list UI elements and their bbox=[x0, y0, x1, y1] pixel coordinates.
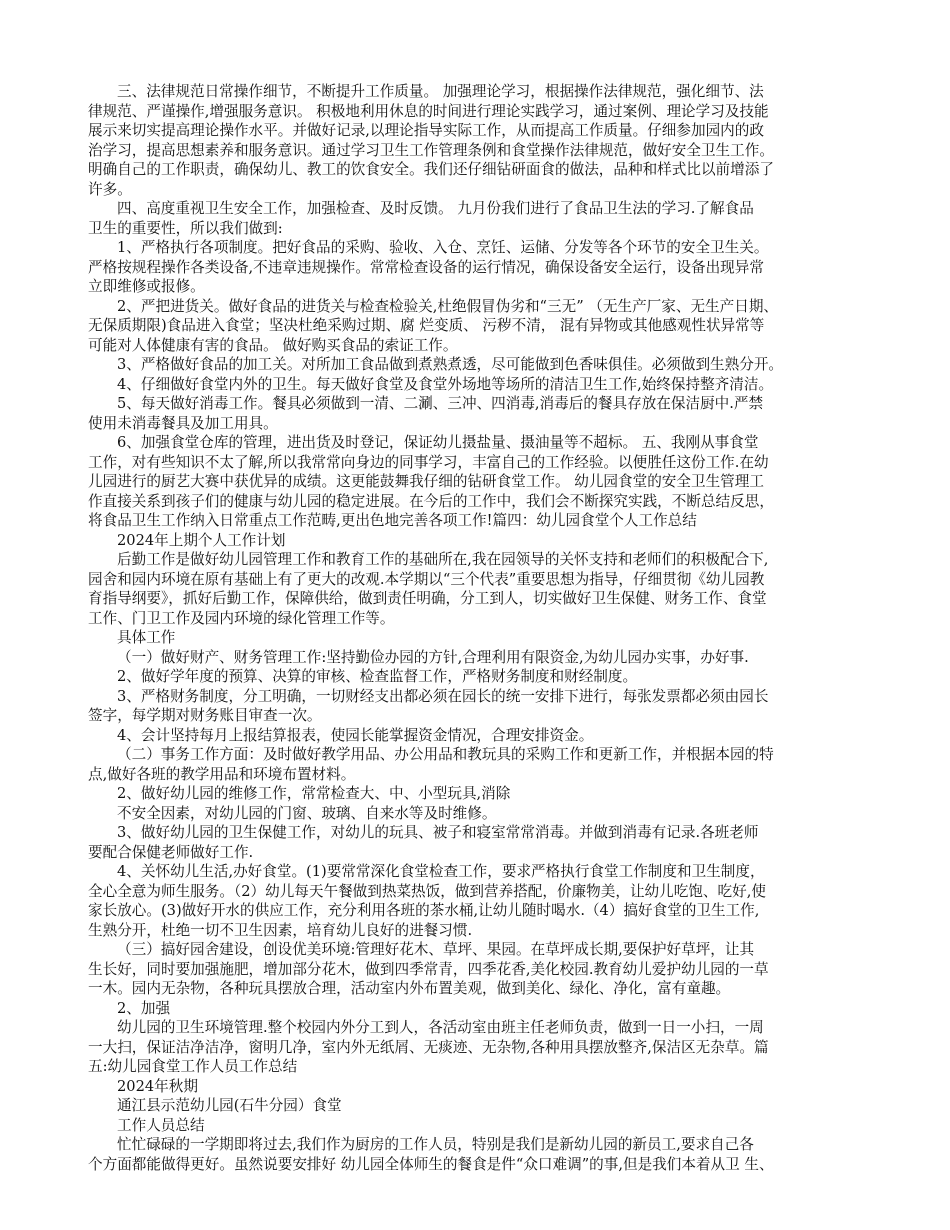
text-line: 五:幼儿园食堂工作人员工作总结 bbox=[88, 1058, 298, 1075]
text-line: （二）事务工作方面：及时做好教学用品、办公用品和教玩具的采购工作和更新工作，并根据本园的特 bbox=[117, 746, 774, 763]
paragraph bbox=[88, 726, 858, 746]
text-line: 严格按规程操作各类设备,不违章违规操作。常常检查设备的运行情况，确保设备安全运行，设备出现异常 bbox=[88, 258, 764, 276]
text-line: 4、仔细做好食堂内外的卫生。每天做好食堂及食堂外场地等场所的清洁卫生工作,始终保持整齐清洁。 bbox=[117, 375, 774, 393]
text-line: 园舍和园内环境在原有基础上有了更大的改观.本学期以“三个代表”重要思想为指导，仔细贯彻《幼儿园教 bbox=[88, 570, 765, 588]
paragraph bbox=[88, 433, 858, 531]
text-line: 6、加强食堂仓库的管理，进出货及时登记，保证幼儿摄盐量、摄油量等不超标。 五、我刚从事食堂 bbox=[117, 434, 759, 451]
text-line: 一大扫，保证洁净洁净，窗明几净，室内外无纸屑、无痰迹、无杂物,各种用具摆放整齐,保洁区无杂草。篇 bbox=[88, 1038, 769, 1056]
paragraph bbox=[88, 375, 858, 395]
paragraph bbox=[88, 355, 858, 375]
paragraph bbox=[88, 628, 858, 648]
paragraph bbox=[88, 1077, 858, 1097]
text-line: 4、关怀幼儿生活,办好食堂。(1)要常常深化食堂检查工作，要求严格执行食堂工作制度和卫生制度， bbox=[117, 863, 765, 880]
text-line: 作直接关系到孩子们的健康与幼儿园的稳定进展。在今后的工作中，我们会不断探究实践，不断总结反思， bbox=[88, 492, 774, 510]
text-line: 2、做好幼儿园的维修工作，常常检查大、中、小型玩具,消除 bbox=[117, 785, 511, 802]
text-line: 卫生的重要性，所以我们做到: bbox=[88, 219, 283, 237]
text-line: 许多。 bbox=[88, 180, 132, 198]
paragraph bbox=[88, 1018, 858, 1077]
paragraph bbox=[88, 82, 858, 199]
text-line: 明确自己的工作职责，确保幼儿、教工的饮食安全。我们还仔细钻研面食的做法，品种和样式比以前增添了 bbox=[88, 161, 774, 178]
paragraph bbox=[88, 804, 858, 824]
text-line: 5、每天做好消毒工作。餐具必须做到一清、二涮、三冲、四消毒,消毒后的餐具存放在保洁厨中.严禁 bbox=[117, 395, 764, 412]
text-line: 2、加强 bbox=[117, 999, 171, 1017]
text-line: 通江县示范幼儿园(石牛分园）食堂 bbox=[117, 1097, 342, 1114]
paragraph bbox=[88, 1096, 858, 1116]
text-line: 3、严格做好食品的加工关。对所加工食品做到煮熟煮透，尽可能做到色香味俱佳。必须做到生熟分开。 bbox=[117, 356, 784, 373]
text-line: 律规范、严谨操作,增强服务意识。 积极地利用休息的时间进行理论实践学习，通过案例、理论学习及技能 bbox=[88, 102, 769, 120]
paragraph bbox=[88, 687, 858, 726]
text-line: 将食品卫生工作纳入日常重点工作范畴,更出色地完善各项工作!篇四：幼儿园食堂个人工作总结 bbox=[88, 512, 697, 529]
text-line: 工作人员总结 bbox=[117, 1116, 205, 1134]
text-line: 个方面都能做得更好。虽然说要安排好 幼儿园全体师生的餐食是件“众口难调”的事,但是我们本着从卫 生、 bbox=[88, 1155, 774, 1173]
text-line: （三）搞好园舍建设，创设优美环境:管理好花木、草坪、果园。在草坪成长期,要保护好草坪，让其 bbox=[117, 941, 755, 958]
text-line: 三、法律规范日常操作细节，不断提升工作质量。 加强理论学习，根据操作法律规范，强化细节、法 bbox=[117, 83, 764, 100]
paragraph bbox=[88, 550, 858, 628]
paragraph bbox=[88, 238, 858, 297]
paragraph bbox=[88, 1135, 858, 1174]
text-line: 3、严格财务制度，分工明确，一切财经支出都必须在园长的统一安排下进行，每张发票都必须由园长 bbox=[117, 687, 769, 705]
text-line: 2024年秋期 bbox=[117, 1077, 198, 1095]
paragraph bbox=[88, 199, 858, 238]
paragraph bbox=[88, 667, 858, 687]
text-line: 治学习，提高思想素养和服务意识。通过学习卫生工作管理条例和食堂操作法律规范，做好安全卫生工作。 bbox=[88, 141, 774, 159]
text-line: 不安全因素，对幼儿园的门窗、玻璃、自来水等及时维修。 bbox=[117, 804, 497, 822]
text-line: 4、会计坚持每月上报结算报表，使园长能掌握资金情况，合理安排资金。 bbox=[117, 726, 594, 744]
text-line: 具体工作 bbox=[117, 629, 176, 646]
text-line: 2024年上期个人工作计划 bbox=[117, 531, 286, 549]
text-line: 生长好，同时要加强施肥，增加部分花木，做到四季常青，四季花香,美化校园.教育幼儿爱护幼儿园的一草 bbox=[88, 960, 769, 978]
text-line: 育指导纲要》，抓好后勤工作，保障供给，做到责任明确，分工到人，切实做好卫生保健、财务工作、食堂 bbox=[88, 590, 767, 607]
text-line: 幼儿园的卫生环境管理.整个校园内外分工到人，各活动室由班主任老师负责，做到一日一小扫，一周 bbox=[117, 1019, 764, 1036]
text-line: 展示来切实提高理论操作水平。并做好记录,以理论指导实际工作，从而提高工作质量。仔细参加园内的政 bbox=[88, 122, 764, 139]
paragraph bbox=[88, 1116, 858, 1136]
paragraph bbox=[88, 999, 858, 1019]
text-line: 生熟分开，杜绝一切不卫生因素，培育幼儿良好的进餐习惯. bbox=[88, 921, 473, 939]
paragraph bbox=[88, 648, 858, 668]
paragraph bbox=[88, 745, 858, 784]
paragraph bbox=[88, 394, 858, 433]
text-line: 使用未消毒餐具及加工用具。 bbox=[88, 414, 278, 432]
paragraph bbox=[88, 823, 858, 862]
text-line: 后勤工作是做好幼儿园管理工作和教育工作的基础所在,我在园领导的关怀支持和老师们的积极配合下, bbox=[117, 551, 769, 568]
text-line: 家长放心。(3)做好开水的供应工作，充分利用各班的茶水桶,让幼儿随时喝水.（4）搞好食堂的卫生工作, bbox=[88, 902, 760, 919]
text-line: 2、严把进货关。做好食品的进货关与检查检验关,杜绝假冒伪劣和“三无” （无生产厂家、无生产日期、 bbox=[117, 297, 779, 315]
text-line: 签字，每学期对财务账目审查一次。 bbox=[88, 707, 322, 724]
text-line: 全心全意为师生服务。（2）幼儿每天午餐做到热菜热饭，做到营养搭配，价廉物美，让幼儿吃饱、吃好,使 bbox=[88, 882, 766, 900]
paragraph bbox=[88, 531, 858, 551]
paragraph bbox=[88, 940, 858, 999]
text-line: 2、做好学年度的预算、决算的审核、检查监督工作，严格财务制度和财经制度。 bbox=[117, 668, 638, 685]
paragraph bbox=[88, 297, 858, 356]
text-line: 工作、门卫工作及园内环境的绿化管理工作等。 bbox=[88, 609, 395, 627]
text-line: 可能对人体健康有害的食品。 做好购买食品的索证工作。 bbox=[88, 336, 458, 354]
text-line: 立即维修或报修。 bbox=[88, 278, 205, 295]
paragraph bbox=[88, 784, 858, 804]
text-line: 工作，对有些知识不太了解,所以我常常向身边的同事学习，丰富自己的工作经验。以便胜任这份工作.在幼 bbox=[88, 453, 769, 471]
paragraph bbox=[88, 862, 858, 940]
text-line: 点,做好各班的教学用品和环境布置材料。 bbox=[88, 765, 356, 783]
text-line: 3、做好幼儿园的卫生保健工作，对幼儿的玩具、被子和寝室常常消毒。并做到消毒有记录.各班老师 bbox=[117, 824, 759, 841]
text-line: 儿园进行的厨艺大赛中获优异的成绩。这更能鼓舞我仔细的钻研食堂工作。 幼儿园食堂的安全卫生管理工 bbox=[88, 473, 764, 490]
text-line: （一）做好财产、财务管理工作:坚持勤俭办园的方针,合理利用有限资金,为幼儿园办实事，办好事. bbox=[117, 648, 749, 666]
text-line: 要配合保健老师做好工作. bbox=[88, 843, 254, 861]
text-line: 一木。园内无杂物，各种玩具摆放合理，活动室内外布置美观，做到美化、绿化、净化，富有童趣。 bbox=[88, 980, 731, 997]
text-line: 四、高度重视卫生安全工作，加强检查、及时反馈。 九月份我们进行了食品卫生法的学习.了解食品 bbox=[117, 200, 754, 217]
text-line: 1、严格执行各项制度。把好食品的采购、验收、入仓、烹饪、运储、分发等各个环节的安全卫生关。 bbox=[117, 239, 769, 256]
text-line: 无保质期限)食品进入食堂；坚决杜绝采购过期、腐 烂变质、 污秽不清， 混有异物或其他感观性状异常等 bbox=[88, 317, 765, 334]
text-line: 忙忙碌碌的一学期即将过去,我们作为厨房的工作人员，特别是我们是新幼儿园的新员工,要求自己各 bbox=[117, 1136, 754, 1153]
